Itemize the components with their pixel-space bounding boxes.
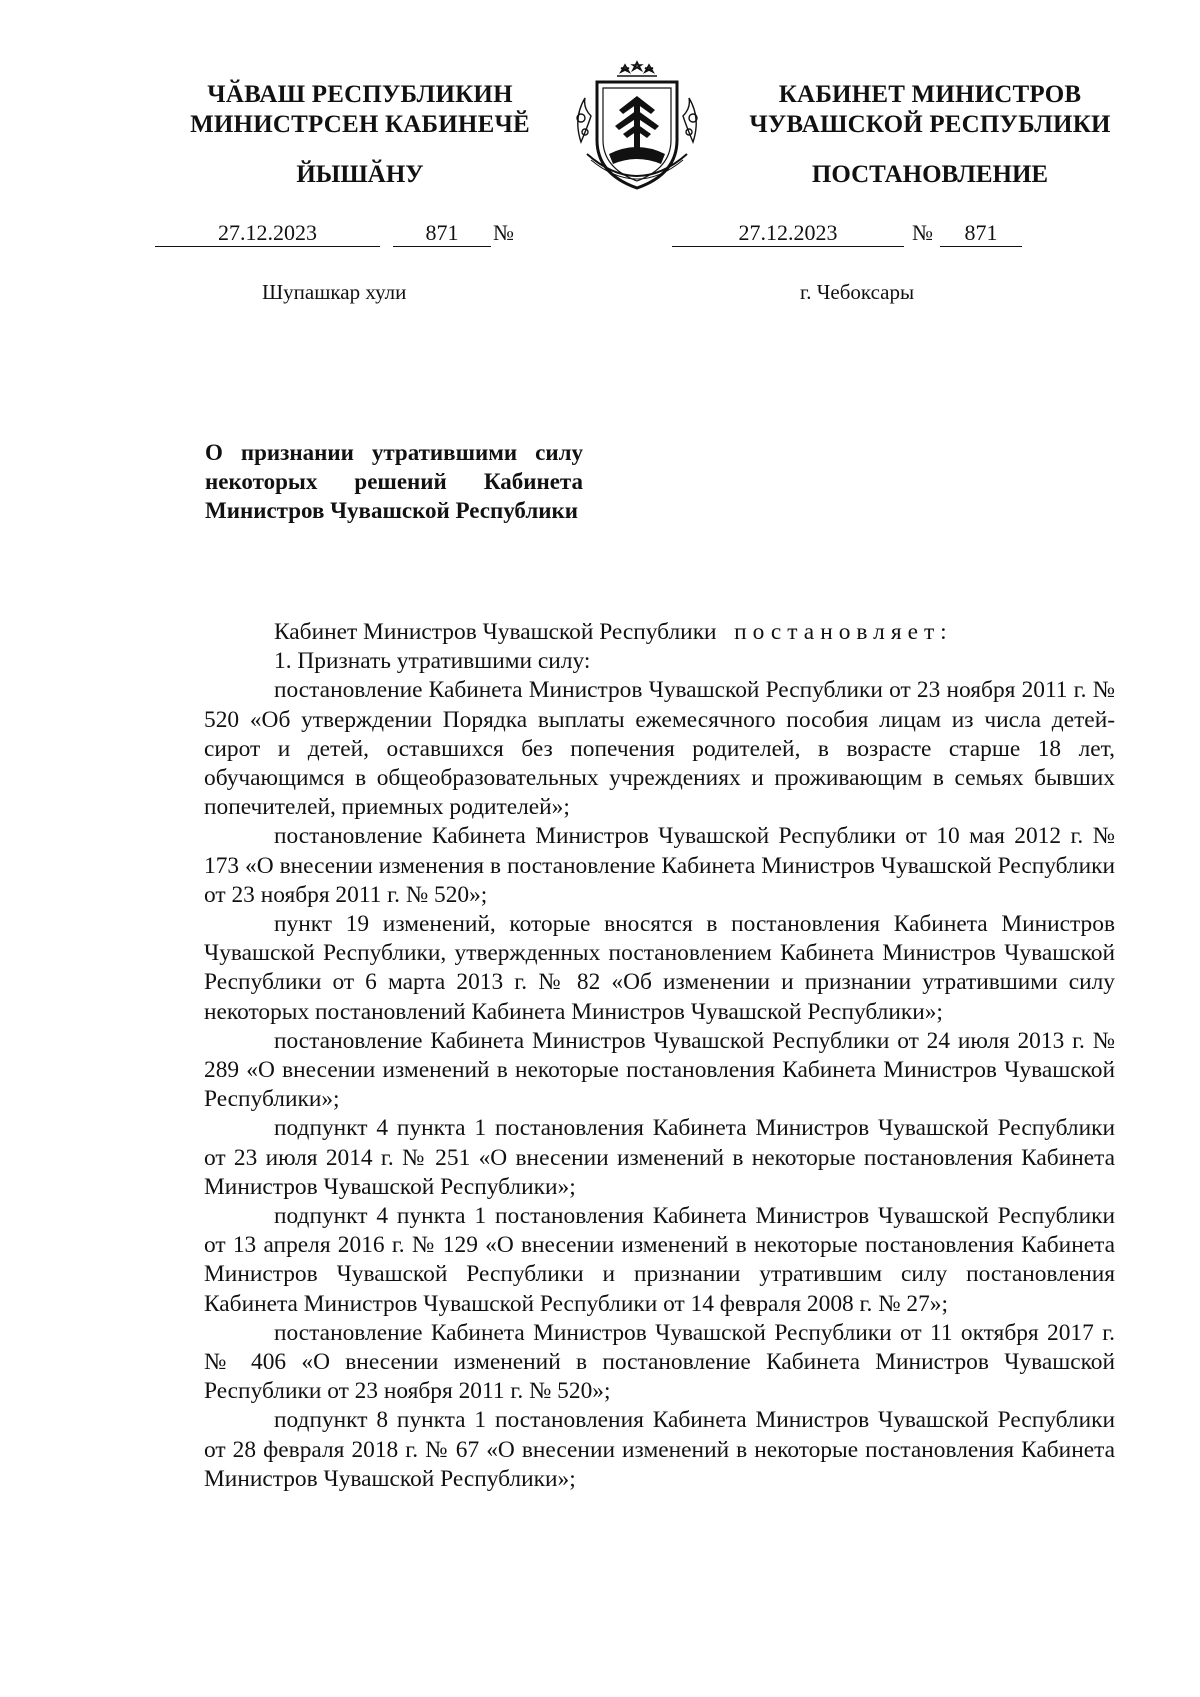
preamble-verb: постановляет: — [734, 619, 953, 645]
left-number-sign: № — [493, 220, 514, 245]
left-title-line1: ЧӐВАШ РЕСПУБЛИКИН — [207, 81, 513, 108]
left-date: 27.12.2023 — [155, 218, 380, 247]
body-paragraph: подпункт 4 пункта 1 постановления Кабинета Министров Чувашской Республики от 23 июля 2014 г. № 251 «О внесении изменений в некоторые постановления Кабинета Министров Чувашской Республики»; — [204, 1115, 1115, 1200]
right-date: 27.12.2023 — [672, 218, 904, 247]
body-paragraph: постановление Кабинета Министров Чувашской Республики от 23 ноября 2011 г. № 520 «Об утверждении Порядка выплаты ежемесячного пособия лицам из числа детей-сирот и детей, оставшихся без попечения родителей, в возрасте старше 18 лет, обучающимся в общеобразовательных учреждениях и проживающим в семьях бывших попечителей, приемных родителей»; — [204, 677, 1115, 821]
emblem-icon — [563, 58, 711, 196]
right-document-kind: ПОСТАНОВЛЕНИЕ — [811, 161, 1049, 188]
right-number-sign: № — [912, 220, 933, 245]
left-document-kind: ЙЫШӐНУ — [296, 161, 424, 188]
preamble — [204, 618, 1115, 647]
left-place: Шупашкар хули — [262, 280, 407, 304]
body-paragraph: пункт 19 изменений, которые вносятся в постановления Кабинета Министров Чувашской Республики, утвержденных постановлением Кабинета Министров Чувашской Республики от 6 марта 2013 г. № 82 «Об изменении и признании утратившими силу некоторых постановлений Кабинета Министров Чувашской Республики»; — [204, 911, 1115, 1025]
right-header-title — [730, 80, 1130, 140]
body-paragraph: постановление Кабинета Министров Чувашской Республики от 10 мая 2012 г. № 173 «О внесении изменения в постановление Кабинета Министров Чувашской Республики от 23 ноября 2011 г. № 520»; — [204, 823, 1115, 908]
right-title-line1: КАБИНЕТ МИНИСТРОВ — [778, 81, 1082, 108]
left-number: 871 — [393, 218, 491, 247]
right-place: г. Чебоксары — [800, 280, 915, 304]
right-title-line2: ЧУВАШСКОЙ РЕСПУБЛИКИ — [749, 111, 1111, 138]
document-subject: О признании утратившими силу некоторых решений Кабинета Министров Чувашской Республики — [205, 440, 583, 523]
item-1: 1. Признать утратившими силу: — [274, 648, 591, 675]
left-title-line2: МИНИСТРСЕН КАБИНЕЧӖ — [190, 111, 530, 138]
body-paragraph: постановление Кабинета Министров Чувашской Республики от 11 октября 2017 г. № 406 «О внесении изменений в постановление Кабинета Министров Чувашской Республики от 23 ноября 2011 г. № 520»; — [204, 1319, 1115, 1405]
left-date-number-row — [155, 218, 515, 250]
right-date-number-row — [672, 218, 1032, 250]
document-body — [204, 618, 1115, 1494]
preamble-text: Кабинет Министров Чувашской Республики — [274, 619, 717, 645]
body-paragraph: подпункт 4 пункта 1 постановления Кабинета Министров Чувашской Республики от 13 апреля 2016 г. № 129 «О внесении изменений в некоторые постановления Кабинета Министров Чувашской Республики и признании утратившим силу постановления Кабинета Министров Чувашской Республики от 14 февраля 2008 г. № 27»; — [204, 1203, 1115, 1317]
body-paragraph: постановление Кабинета Министров Чувашской Республики от 24 июля 2013 г. № 289 «О внесении изменений в некоторые постановления Кабинета Министров Чувашской Республики»; — [204, 1027, 1115, 1113]
right-number: 871 — [940, 218, 1022, 247]
left-header-title — [160, 80, 560, 140]
body-paragraph: подпункт 8 пункта 1 постановления Кабинета Министров Чувашской Республики от 28 февраля 2018 г. № 67 «О внесении изменений в некоторые постановления Кабинета Министров Чувашской Республики»; — [204, 1407, 1115, 1492]
